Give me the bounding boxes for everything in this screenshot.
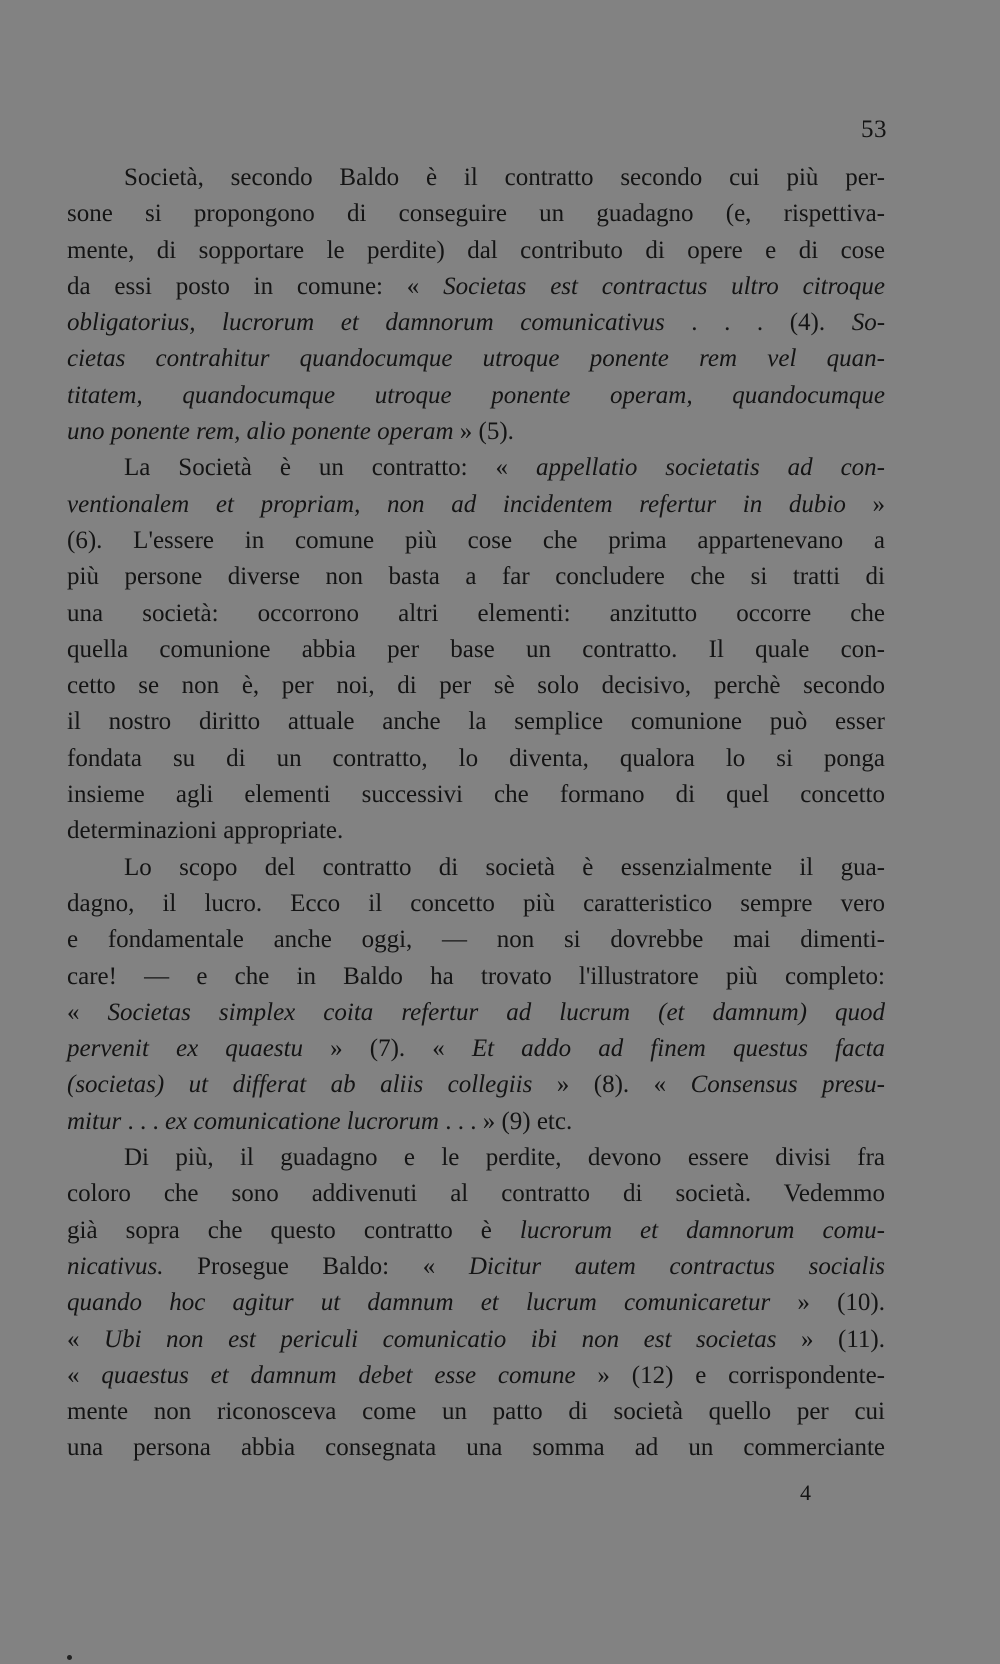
text-line — [67, 559, 885, 595]
italic-latin-quote: titatem, quandocumque utroque ponente operam, quandocumque — [67, 381, 885, 409]
page-number: 53 — [861, 116, 887, 143]
text-line — [67, 1213, 885, 1249]
text-line — [67, 196, 885, 232]
italic-latin-quote: quando hoc agitur ut damnum et lucrum comunicaretur — [67, 1289, 771, 1317]
text-line — [67, 813, 885, 849]
text-segment: » (11). — [776, 1325, 886, 1353]
text-line — [67, 1031, 885, 1067]
text-line — [67, 741, 885, 777]
text-line — [67, 523, 885, 559]
text-segment: e fondamentale anche oggi, — non si dovrebbe mai dimenti- — [67, 926, 885, 954]
text-segment: più persone diverse non basta a far concludere che si tratti di — [67, 563, 885, 591]
text-segment: care! — e che in Baldo ha trovato l'illustratore più completo: — [67, 962, 885, 990]
text-segment: » (5). — [453, 418, 514, 446]
text-segment: « — [67, 998, 108, 1026]
text-line — [67, 233, 885, 269]
italic-latin-quote: Dicitur autem contractus socialis — [468, 1252, 885, 1280]
text-segment: da essi posto in comune: « — [67, 272, 444, 300]
italic-latin-quote: appellatio societatis ad con- — [535, 454, 885, 482]
text-segment: mente, di sopportare le perdite) dal contributo di opere e di cose — [67, 236, 885, 264]
text-segment: . . . » (9) etc. — [438, 1107, 573, 1135]
text-line — [67, 341, 885, 377]
text-segment: cetto se non è, per noi, di per sè solo decisivo, perchè secondo — [67, 672, 885, 700]
text-segment: » (12) e corrispondente- — [575, 1361, 886, 1389]
italic-latin-quote: cietas contrahitur quandocumque utroque ponente rem vel quan- — [67, 345, 885, 373]
italic-latin-quote: obligatorius, lucrorum et damnorum comunicativus — [67, 309, 665, 337]
italic-latin-quote: uno ponente rem, alio ponente operam — [67, 418, 454, 446]
text-line — [67, 668, 885, 704]
text-line — [67, 269, 885, 305]
italic-latin-quote: ex comunicatione lucrorum — [164, 1107, 439, 1135]
text-segment: « — [67, 1361, 102, 1389]
italic-latin-quote: mitur — [67, 1107, 122, 1135]
text-segment: fondata su di un contratto, lo diventa, qualora lo si ponga — [67, 744, 885, 772]
text-line — [67, 995, 885, 1031]
italic-latin-quote: Ubi non est periculi comunicatio ibi non est societas — [104, 1325, 777, 1353]
italic-latin-quote: Societas est contractus ultro citroque — [443, 272, 885, 300]
text-segment: Lo scopo del contratto di società è essenzialmente il gua- — [124, 853, 885, 881]
text-line — [67, 1358, 885, 1394]
text-segment: sone si propongono di conseguire un guadagno (e, rispettiva- — [67, 200, 885, 228]
paragraph-first-line — [67, 1140, 885, 1176]
text-line — [67, 414, 885, 450]
text-segment: coloro che sono addivenuti al contratto di società. Vedemmo — [67, 1180, 885, 1208]
text-segment: La Società è un contratto: « — [124, 454, 536, 482]
text-line — [67, 959, 885, 995]
text-segment: (6). L'essere in comune più cose che prima appartenevano a — [67, 526, 885, 554]
text-line — [67, 922, 885, 958]
text-line — [67, 886, 885, 922]
italic-latin-quote: quaestus et damnum debet esse comune — [101, 1361, 576, 1389]
italic-latin-quote: Societas simplex coita refertur ad lucrum (et damnum) quod — [107, 998, 886, 1026]
text-line — [67, 1285, 885, 1321]
signature-mark: 4 — [800, 1480, 811, 1505]
text-segment: determinazioni appropriate. — [67, 817, 344, 845]
text-segment: Società, secondo Baldo è il contratto secondo cui più per- — [124, 164, 885, 191]
paragraph-first-line — [67, 450, 885, 486]
text-segment: mente non riconosceva come un patto di società quello per cui — [67, 1398, 885, 1426]
text-segment: » — [845, 490, 886, 518]
text-segment: il nostro diritto attuale anche la semplice comunione può esser — [67, 708, 885, 736]
italic-latin-quote: So- — [851, 309, 886, 337]
text-line — [67, 1067, 885, 1103]
text-segment: una società: occorrono altri elementi: anzitutto occorre che — [67, 599, 885, 627]
text-line — [67, 596, 885, 632]
text-line — [67, 1176, 885, 1212]
text-segment: » (10). — [770, 1289, 885, 1317]
italic-latin-quote: nicativus. — [67, 1252, 164, 1280]
text-line — [67, 777, 885, 813]
scan-speck — [67, 1655, 72, 1660]
text-line — [67, 1322, 885, 1358]
text-segment: dagno, il lucro. Ecco il concetto più caratteristico sempre vero — [67, 889, 885, 917]
text-segment: quella comunione abbia per base un contratto. Il quale con- — [67, 635, 885, 663]
text-segment: « — [67, 1325, 105, 1353]
text-line — [67, 1104, 885, 1140]
text-line — [67, 378, 885, 414]
text-line — [67, 1430, 885, 1466]
italic-latin-quote: Consensus presu- — [690, 1071, 885, 1099]
text-line — [67, 1249, 885, 1285]
text-segment: » (8). « — [532, 1071, 691, 1099]
paragraph-first-line — [67, 850, 885, 886]
text-segment: una persona abbia consegnata una somma ad un commerciante — [67, 1434, 885, 1462]
text-line — [67, 487, 885, 523]
text-line — [67, 704, 885, 740]
text-segment: già sopra che questo contratto è — [67, 1216, 520, 1244]
paragraph-first-line — [67, 160, 885, 196]
italic-latin-quote: Et addo ad finem questus facta — [471, 1035, 886, 1063]
text-line — [67, 632, 885, 668]
text-segment: . . . — [121, 1107, 165, 1135]
italic-latin-quote: ventionalem et propriam, non ad incidentem refertur in dubio — [67, 490, 846, 518]
italic-latin-quote: lucrorum et damnorum comu- — [519, 1216, 886, 1244]
text-segment: insieme agli elementi successivi che formano di quel concetto — [67, 781, 885, 809]
text-segment: » (7). « — [303, 1035, 472, 1063]
text-segment: . . . (4). — [664, 309, 852, 337]
italic-latin-quote: (societas) ut differat ab aliis collegiis — [67, 1071, 533, 1099]
italic-latin-quote: pervenit ex quaestu — [67, 1035, 304, 1063]
body-text — [67, 160, 885, 1467]
text-segment: Di più, il guadagno e le perdite, devono essere divisi fra — [124, 1144, 885, 1172]
text-line — [67, 1394, 885, 1430]
text-segment: Prosegue Baldo: « — [163, 1252, 469, 1280]
text-line — [67, 305, 885, 341]
